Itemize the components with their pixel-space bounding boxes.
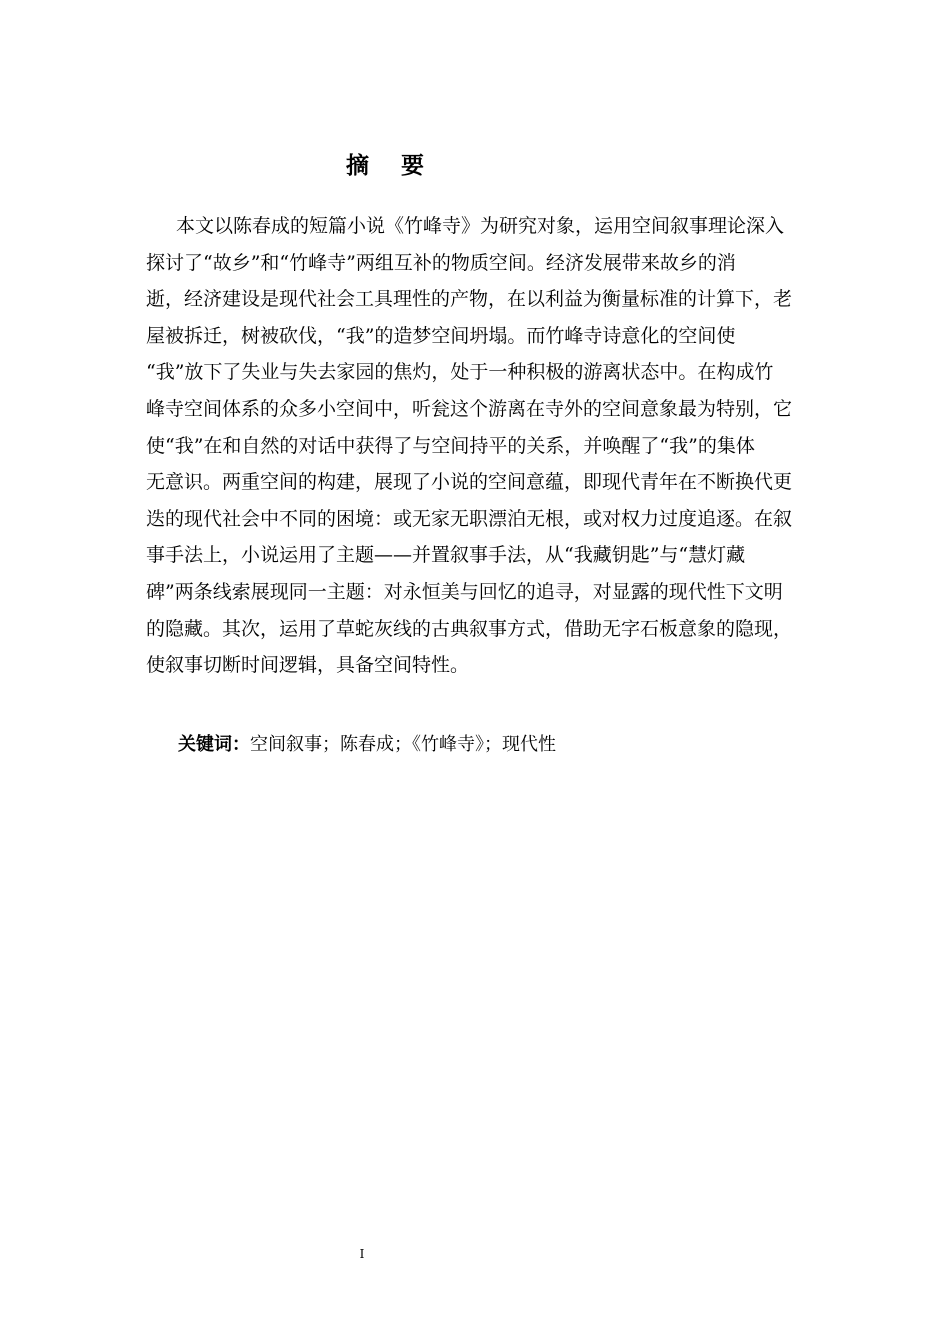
keywords-line [178,728,798,762]
abstract-line: 无意识。两重空间的构建，展现了小说的空间意蕴，即现代青年在不断换代更 [146,471,793,494]
abstract-line: 峰寺空间体系的众多小空间中，听瓮这个游离在寺外的空间意象最为特别，它 [146,397,793,420]
abstract-line: 逝，经济建设是现代社会工具理性的产物，在以利益为衡量标准的计算下，老 [146,288,793,311]
abstract-line: 使叙事切断时间逻辑，具备空间特性。 [146,654,470,677]
abstract-body [146,208,806,684]
abstract-line: 碑”两条线索展现同一主题：对永恒美与回忆的追寻，对显露的现代性下文明 [146,580,783,603]
abstract-line: 事手法上，小说运用了主题——并置叙事手法，从“我藏钥匙”与“慧灯藏 [146,544,746,567]
abstract-line: 的隐藏。其次，运用了草蛇灰线的古典叙事方式，借助无字石板意象的隐现， [146,617,793,640]
abstract-line: 探讨了“故乡”和“竹峰寺”两组互补的物质空间。经济发展带来故乡的消 [146,251,736,274]
abstract-title: 摘 要 [345,153,425,179]
abstract-line: 本文以陈春成的短篇小说《竹峰寺》为研究对象，运用空间叙事理论深入 [176,215,785,237]
abstract-line: 使“我”在和自然的对话中获得了与空间持平的关系，并唤醒了“我”的集体 [146,434,755,457]
keywords-label: 关键词： [178,734,250,755]
page-number: I [359,1247,365,1261]
abstract-line: “我”放下了失业与失去家园的焦灼，处于一种积极的游离状态中。在构成竹 [146,361,774,384]
keywords-value: 空间叙事；陈春成；《竹峰寺》；现代性 [250,734,556,755]
abstract-line: 迭的现代社会中不同的困境：或无家无职漂泊无根，或对权力过度追逐。在叙 [146,507,793,530]
abstract-line: 屋被拆迁，树被砍伐，“我”的造梦空间坍塌。而竹峰寺诗意化的空间使 [146,324,736,347]
